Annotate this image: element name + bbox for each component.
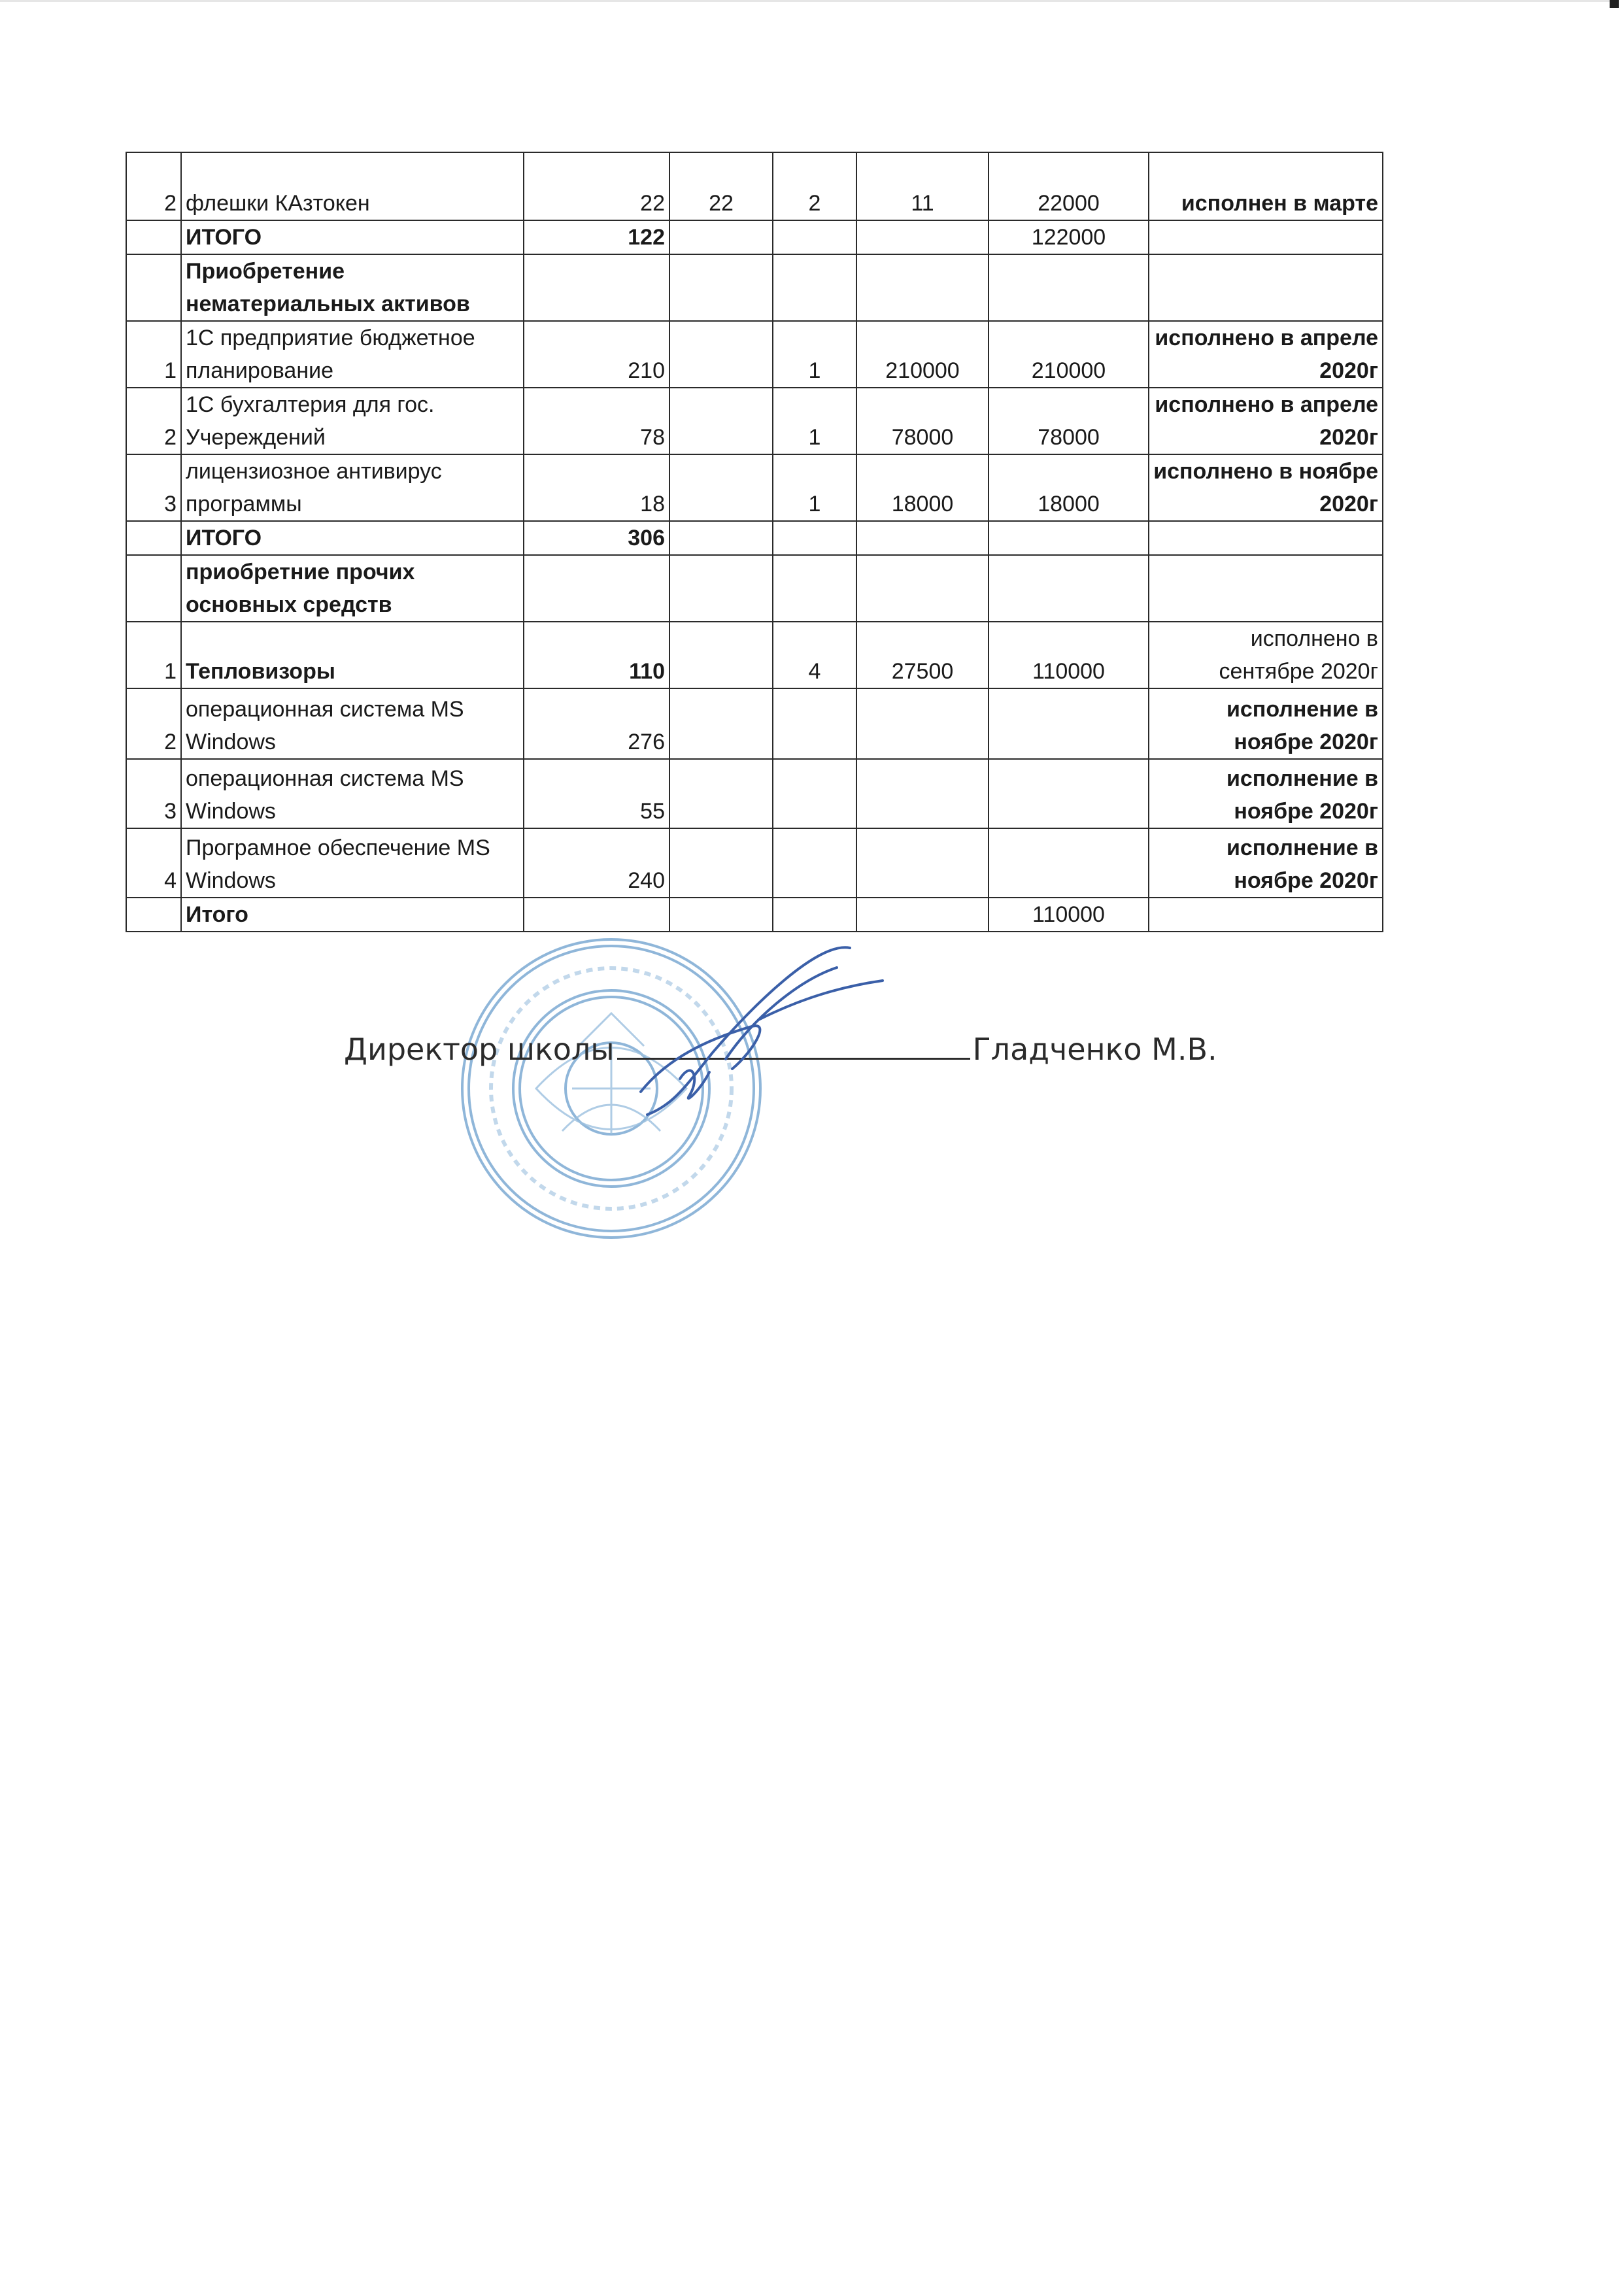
amount-total: [524, 254, 669, 321]
item-name: операционная система MS Windows: [181, 759, 524, 828]
quantity: [773, 521, 856, 555]
row-number: [126, 220, 181, 254]
table-row: [126, 454, 1383, 521]
amount-col2: [669, 388, 773, 454]
status-note: [1149, 220, 1383, 254]
amount-total: 306: [524, 521, 669, 555]
amount-total: 110: [524, 622, 669, 688]
row-number: 2: [126, 688, 181, 759]
unit-price: 18000: [856, 454, 989, 521]
handwritten-signature: [601, 928, 896, 1124]
sum-amount: [989, 828, 1149, 898]
sum-amount: [989, 521, 1149, 555]
status-note: исполнено в апреле 2020г: [1149, 321, 1383, 388]
item-name: 1С бухгалтерия для гос. Учереждений: [181, 388, 524, 454]
item-name: Итого: [181, 898, 524, 932]
status-note: исполнен в марте: [1149, 152, 1383, 220]
signer-name: Гладченко М.В.: [972, 1032, 1217, 1067]
amount-col2: 22: [669, 152, 773, 220]
unit-price: 78000: [856, 388, 989, 454]
row-number: 2: [126, 388, 181, 454]
status-note: исполнение в ноябре 2020г: [1149, 759, 1383, 828]
amount-total: 122: [524, 220, 669, 254]
table-row: [126, 220, 1383, 254]
item-name: приобретние прочих основных средств: [181, 555, 524, 622]
item-name: флешки КАзтокен: [181, 152, 524, 220]
row-number: [126, 254, 181, 321]
quantity: 1: [773, 388, 856, 454]
amount-col2: [669, 220, 773, 254]
unit-price: [856, 759, 989, 828]
table-row: [126, 152, 1383, 220]
row-number: [126, 555, 181, 622]
table-row: [126, 521, 1383, 555]
amount-col2: [669, 622, 773, 688]
row-number: [126, 521, 181, 555]
amount-col2: [669, 254, 773, 321]
scan-corner-mark: [1610, 0, 1619, 8]
quantity: [773, 254, 856, 321]
row-number: 4: [126, 828, 181, 898]
procurement-table: [126, 152, 1383, 932]
amount-total: 78: [524, 388, 669, 454]
status-note: [1149, 254, 1383, 321]
unit-price: [856, 898, 989, 932]
table-row: [126, 388, 1383, 454]
item-name: Програмное обеспечение MS Windows: [181, 828, 524, 898]
item-name: Приобретение нематериальных активов: [181, 254, 524, 321]
amount-col2: [669, 521, 773, 555]
amount-total: 240: [524, 828, 669, 898]
unit-price: 11: [856, 152, 989, 220]
row-number: 2: [126, 152, 181, 220]
amount-total: [524, 898, 669, 932]
amount-col2: [669, 555, 773, 622]
table-row: [126, 759, 1383, 828]
quantity: 1: [773, 454, 856, 521]
sum-amount: [989, 555, 1149, 622]
quantity: [773, 898, 856, 932]
amount-col2: [669, 828, 773, 898]
row-number: [126, 898, 181, 932]
table-row: [126, 622, 1383, 688]
status-note: исполнено в ноябре 2020г: [1149, 454, 1383, 521]
sum-amount: [989, 688, 1149, 759]
item-name: операционная система MS Windows: [181, 688, 524, 759]
signer-title: Директор школы: [344, 1032, 615, 1067]
row-number: 1: [126, 622, 181, 688]
status-note: исполнено в сентябре 2020г: [1149, 622, 1383, 688]
unit-price: [856, 521, 989, 555]
amount-total: 55: [524, 759, 669, 828]
status-note: [1149, 898, 1383, 932]
table-row: [126, 254, 1383, 321]
row-number: 3: [126, 454, 181, 521]
amount-col2: [669, 321, 773, 388]
table-row: [126, 688, 1383, 759]
sum-amount: 210000: [989, 321, 1149, 388]
row-number: 3: [126, 759, 181, 828]
sum-amount: 78000: [989, 388, 1149, 454]
status-note: [1149, 521, 1383, 555]
amount-total: 18: [524, 454, 669, 521]
amount-total: [524, 555, 669, 622]
row-number: 1: [126, 321, 181, 388]
item-name: 1С предприятие бюджетное планирование: [181, 321, 524, 388]
sum-amount: 22000: [989, 152, 1149, 220]
sum-amount: 110000: [989, 898, 1149, 932]
amount-col2: [669, 688, 773, 759]
quantity: 2: [773, 152, 856, 220]
unit-price: [856, 254, 989, 321]
status-note: исполнено в апреле 2020г: [1149, 388, 1383, 454]
amount-total: 276: [524, 688, 669, 759]
unit-price: [856, 220, 989, 254]
unit-price: [856, 555, 989, 622]
item-name: Тепловизоры: [181, 622, 524, 688]
quantity: [773, 828, 856, 898]
sum-amount: 18000: [989, 454, 1149, 521]
amount-col2: [669, 454, 773, 521]
quantity: 4: [773, 622, 856, 688]
status-note: исполнение в ноябре 2020г: [1149, 688, 1383, 759]
quantity: [773, 759, 856, 828]
unit-price: 27500: [856, 622, 989, 688]
quantity: [773, 555, 856, 622]
amount-col2: [669, 898, 773, 932]
table-row: [126, 555, 1383, 622]
status-note: [1149, 555, 1383, 622]
quantity: [773, 220, 856, 254]
table-row: [126, 828, 1383, 898]
scan-top-edge: [0, 0, 1615, 2]
amount-total: 22: [524, 152, 669, 220]
unit-price: [856, 688, 989, 759]
amount-total: 210: [524, 321, 669, 388]
item-name: лицензиозное антивирус программы: [181, 454, 524, 521]
status-note: исполнение в ноябре 2020г: [1149, 828, 1383, 898]
quantity: 1: [773, 321, 856, 388]
sum-amount: 122000: [989, 220, 1149, 254]
item-name: ИТОГО: [181, 521, 524, 555]
quantity: [773, 688, 856, 759]
sum-amount: 110000: [989, 622, 1149, 688]
amount-col2: [669, 759, 773, 828]
sum-amount: [989, 759, 1149, 828]
unit-price: [856, 828, 989, 898]
item-name: ИТОГО: [181, 220, 524, 254]
table-row: [126, 898, 1383, 932]
sum-amount: [989, 254, 1149, 321]
table-row: [126, 321, 1383, 388]
unit-price: 210000: [856, 321, 989, 388]
